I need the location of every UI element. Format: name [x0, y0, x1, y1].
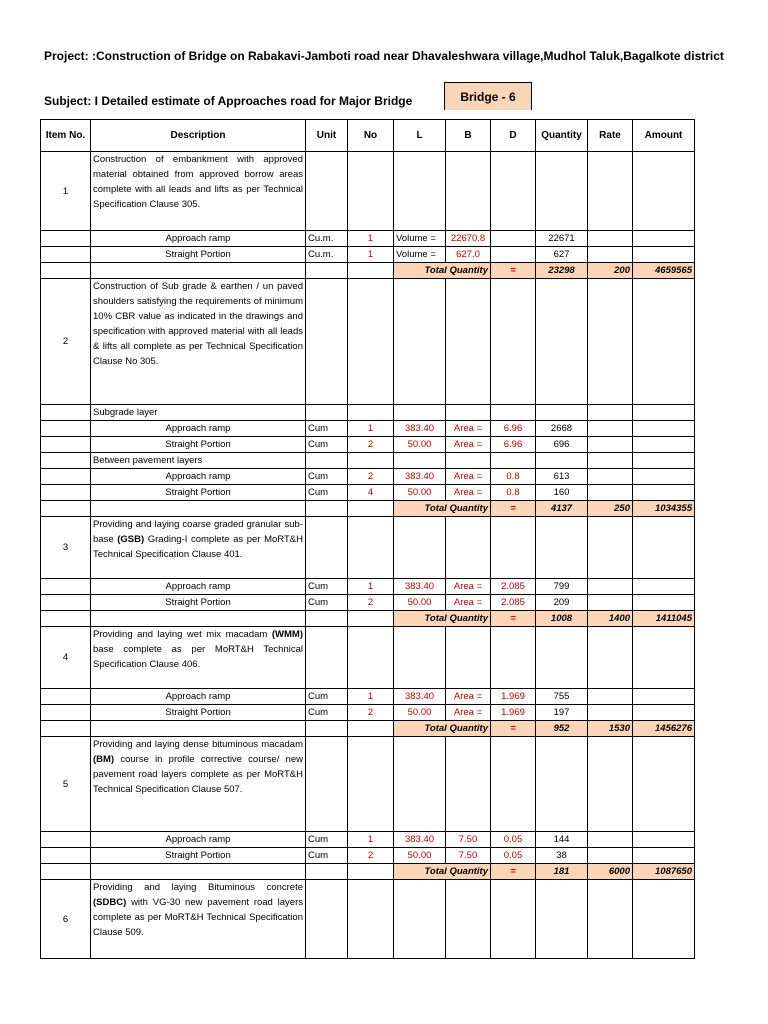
depth: 0.8 [491, 485, 536, 501]
quantity: 209 [536, 595, 588, 611]
length: 383.40 [394, 832, 446, 848]
item-description-row [41, 279, 695, 405]
row-label: Approach ramp [91, 469, 306, 485]
count: 1 [348, 579, 394, 595]
amount: 4659565 [633, 263, 695, 279]
col-header: B [446, 120, 491, 152]
unit: Cu.m. [306, 247, 348, 263]
total-label: Total Quantity [394, 501, 491, 517]
table-row [41, 247, 695, 263]
quantity: 38 [536, 848, 588, 864]
length: 50.00 [394, 485, 446, 501]
item-description-text: Providing and laying wet mix macadam (WMM) base complete as per MoRT&H Technical Specification Clause 406. [93, 629, 303, 670]
count: 2 [348, 705, 394, 721]
item-description [91, 627, 306, 689]
length: 383.40 [394, 421, 446, 437]
depth: 0.05 [491, 848, 536, 864]
row-label: Approach ramp [91, 579, 306, 595]
count: 1 [348, 231, 394, 247]
project-title: Project: :Construction of Bridge on Rabakavi-Jamboti road near Dhavaleshwara village,Mudhol Taluk,Bagalkote district [44, 49, 724, 63]
amount: 1411045 [633, 611, 695, 627]
table-row [41, 437, 695, 453]
total-label: Total Quantity [394, 721, 491, 737]
table-row [41, 469, 695, 485]
rate: 6000 [588, 864, 633, 880]
depth: 0.8 [491, 469, 536, 485]
depth [491, 231, 536, 247]
item-number: 5 [41, 737, 91, 832]
rate: 250 [588, 501, 633, 517]
length: 50.00 [394, 437, 446, 453]
item-description-text: Providing and laying coarse graded granular sub-base (GSB) Grading-I complete as per MoRT&H Technical Specification Clause 401. [93, 519, 303, 560]
length: 383.40 [394, 689, 446, 705]
quantity: 197 [536, 705, 588, 721]
amount: 1456276 [633, 721, 695, 737]
table-row [41, 421, 695, 437]
item-description-row [41, 152, 695, 231]
table-row [41, 848, 695, 864]
col-header: Amount [633, 120, 695, 152]
item-number: 3 [41, 517, 91, 579]
unit: Cu.m. [306, 231, 348, 247]
row-label: Approach ramp [91, 832, 306, 848]
unit: Cum [306, 421, 348, 437]
table-row [41, 689, 695, 705]
item-description [91, 517, 306, 579]
equals-sign: = [491, 721, 536, 737]
row-label: Approach ramp [91, 689, 306, 705]
col-header: L [394, 120, 446, 152]
length: 383.40 [394, 469, 446, 485]
breadth: Area = [446, 705, 491, 721]
total-row [41, 501, 695, 517]
total-row [41, 721, 695, 737]
length: 50.00 [394, 848, 446, 864]
subheading: Subgrade layer [91, 405, 306, 421]
item-description [91, 152, 306, 231]
col-header: Rate [588, 120, 633, 152]
unit: Cum [306, 469, 348, 485]
row-label: Approach ramp [91, 421, 306, 437]
total-quantity: 4137 [536, 501, 588, 517]
item-description-text: Construction of embankment with approved material obtained from approved borrow areas complete with all leads and lifts as per Technical Specification Clause 305. [93, 154, 303, 210]
table-row [41, 231, 695, 247]
amount: 1034355 [633, 501, 695, 517]
col-header: D [491, 120, 536, 152]
breadth: Area = [446, 485, 491, 501]
item-description-row [41, 737, 695, 832]
length: 383.40 [394, 579, 446, 595]
item-description [91, 737, 306, 832]
total-row [41, 263, 695, 279]
depth: 6.96 [491, 421, 536, 437]
quantity: 22671 [536, 231, 588, 247]
total-quantity: 23298 [536, 263, 588, 279]
total-row [41, 864, 695, 880]
breadth: Area = [446, 595, 491, 611]
table-row [41, 832, 695, 848]
table-header-row [41, 120, 695, 152]
row-label: Straight Portion [91, 848, 306, 864]
equals-sign: = [491, 864, 536, 880]
amount: 1087650 [633, 864, 695, 880]
total-quantity: 952 [536, 721, 588, 737]
quantity: 755 [536, 689, 588, 705]
unit: Cum [306, 705, 348, 721]
table-row [41, 485, 695, 501]
bridge-label: Bridge - 6 [444, 82, 532, 110]
rate: 1530 [588, 721, 633, 737]
depth: 1.969 [491, 705, 536, 721]
depth: 1.969 [491, 689, 536, 705]
table-row [41, 705, 695, 721]
subheading-row [41, 453, 695, 469]
total-label: Total Quantity [394, 611, 491, 627]
breadth: Area = [446, 689, 491, 705]
total-label: Total Quantity [394, 864, 491, 880]
col-header: Description [91, 120, 306, 152]
item-description [91, 880, 306, 959]
subheading: Between pavement layers [91, 453, 306, 469]
item-description-text: Providing and laying Bituminous concrete (SDBC) with VG-30 new pavement road layers complete as per MoRT&H Technical Specification Clause 509. [93, 882, 303, 938]
breadth: 627.0 [446, 247, 491, 263]
quantity: 627 [536, 247, 588, 263]
total-quantity: 181 [536, 864, 588, 880]
unit: Cum [306, 848, 348, 864]
breadth: 7.50 [446, 848, 491, 864]
row-label: Straight Portion [91, 437, 306, 453]
equals-sign: = [491, 611, 536, 627]
row-label: Straight Portion [91, 595, 306, 611]
depth: 0.05 [491, 832, 536, 848]
total-row [41, 611, 695, 627]
quantity: 696 [536, 437, 588, 453]
breadth: 22670.8 [446, 231, 491, 247]
count: 1 [348, 247, 394, 263]
unit: Cum [306, 579, 348, 595]
length: Volume = [394, 247, 446, 263]
count: 2 [348, 437, 394, 453]
depth: 6.96 [491, 437, 536, 453]
breadth: Area = [446, 469, 491, 485]
count: 2 [348, 469, 394, 485]
table-row [41, 595, 695, 611]
subject-line: Subject: I Detailed estimate of Approaches road for Major Bridge [44, 94, 413, 108]
col-header: Unit [306, 120, 348, 152]
rate: 1400 [588, 611, 633, 627]
length: 50.00 [394, 595, 446, 611]
item-description-row [41, 517, 695, 579]
col-header: No [348, 120, 394, 152]
count: 1 [348, 689, 394, 705]
quantity: 2668 [536, 421, 588, 437]
item-description-row [41, 880, 695, 959]
quantity: 799 [536, 579, 588, 595]
count: 2 [348, 848, 394, 864]
row-label: Straight Portion [91, 247, 306, 263]
quantity: 160 [536, 485, 588, 501]
breadth: 7.50 [446, 832, 491, 848]
row-label: Approach ramp [91, 231, 306, 247]
subheading-row [41, 405, 695, 421]
count: 1 [348, 421, 394, 437]
total-label: Total Quantity [394, 263, 491, 279]
breadth: Area = [446, 437, 491, 453]
unit: Cum [306, 485, 348, 501]
col-header: Quantity [536, 120, 588, 152]
rate: 200 [588, 263, 633, 279]
equals-sign: = [491, 501, 536, 517]
count: 4 [348, 485, 394, 501]
item-description [91, 279, 306, 405]
unit: Cum [306, 689, 348, 705]
col-header: Item No. [41, 120, 91, 152]
equals-sign: = [491, 263, 536, 279]
breadth: Area = [446, 421, 491, 437]
unit: Cum [306, 595, 348, 611]
item-number: 6 [41, 880, 91, 959]
total-quantity: 1008 [536, 611, 588, 627]
row-label: Straight Portion [91, 485, 306, 501]
count: 1 [348, 832, 394, 848]
item-number: 1 [41, 152, 91, 231]
depth: 2.085 [491, 579, 536, 595]
estimate-table [40, 119, 695, 959]
unit: Cum [306, 832, 348, 848]
table-row [41, 579, 695, 595]
length: 50.00 [394, 705, 446, 721]
depth: 2.085 [491, 595, 536, 611]
length: Volume = [394, 231, 446, 247]
quantity: 613 [536, 469, 588, 485]
quantity: 144 [536, 832, 588, 848]
item-number: 4 [41, 627, 91, 689]
item-description-text: Providing and laying dense bituminous macadam (BM) course in profile corrective course/ new pavement road layers complete as per MoRT&H Technical Specification Clause 507. [93, 739, 303, 795]
row-label: Straight Portion [91, 705, 306, 721]
count: 2 [348, 595, 394, 611]
breadth: Area = [446, 579, 491, 595]
item-number: 2 [41, 279, 91, 405]
depth [491, 247, 536, 263]
unit: Cum [306, 437, 348, 453]
item-description-row [41, 627, 695, 689]
item-description-text: Construction of Sub grade & earthen / un paved shoulders satisfying the requirements of minimum 10% CBR value as indicated in the drawings and specification with approved material with all leads & lifts all complete as per Technical Specification Clause No 305. [93, 281, 303, 367]
